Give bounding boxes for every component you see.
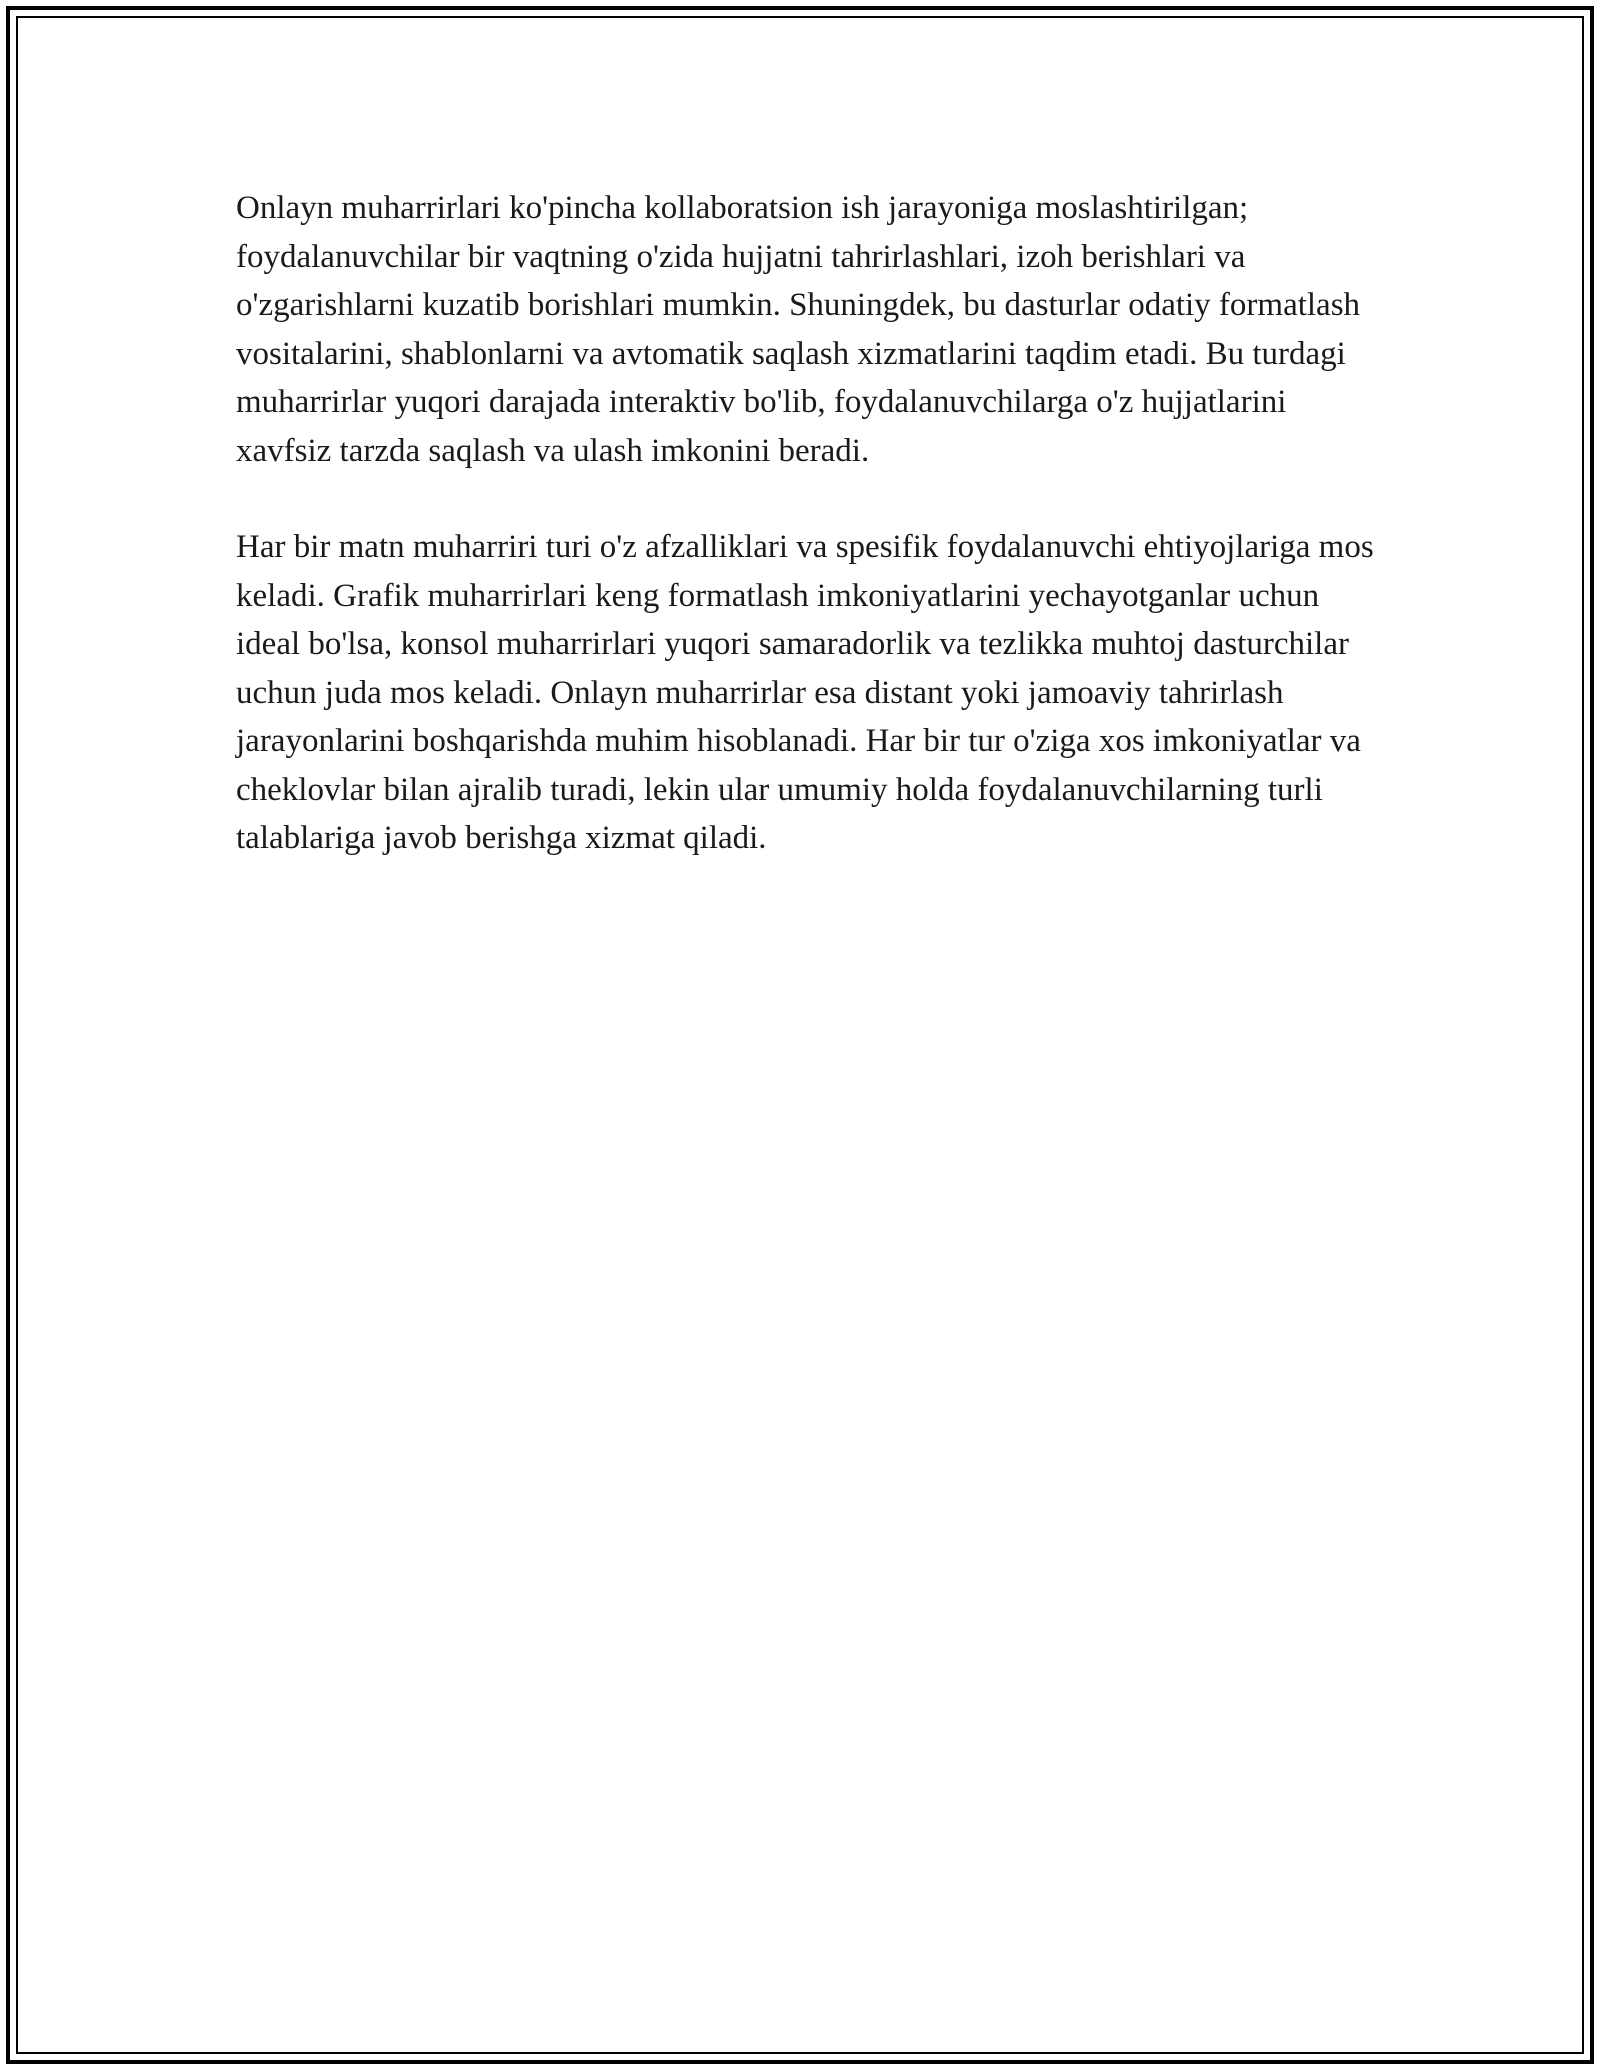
paragraph-editor-types-summary: Har bir matn muharriri turi o'z afzalliklari va spesifik foydalanuvchi ehtiyojlariga mos keladi. Grafik muharrirlari keng formatlash imkoniyatlarini yechayotganlar uchun ideal bo'lsa, konsol muharrirlari yuqori samaradorlik va tezlikka muhtoj dasturchilar uchun juda mos keladi. Onlayn muharrirlar esa distant yoki jamoaviy tahrirlash jarayonlarini boshqarishda muhim hisoblanadi. Har bir tur o'ziga xos imkoniyatlar va cheklovlar bilan ajralib turadi, lekin ular umumiy holda foydalanuvchilarning turli talablariga javob berishga xizmat qiladi. — [236, 529, 1374, 856]
document-body — [236, 184, 1376, 911]
paragraph-online-editors: Onlayn muharrirlari ko'pincha kollaboratsion ish jarayoniga moslashtirilgan; foydalanuvchilar bir vaqtning o'zida hujjatni tahrirlashlari, izoh berishlari va o'zgarishlarni kuzatib borishlari mumkin. Shuningdek, bu dasturlar odatiy formatlash vositalarini, shablonlarni va avtomatik saqlash xizmatlarini taqdim etadi. Bu turdagi muharrirlar yuqori darajada interaktiv bo'lib, foydalanuvchilarga o'z hujjatlarini xavfsiz tarzda saqlash va ulash imkonini beradi. — [236, 190, 1361, 469]
